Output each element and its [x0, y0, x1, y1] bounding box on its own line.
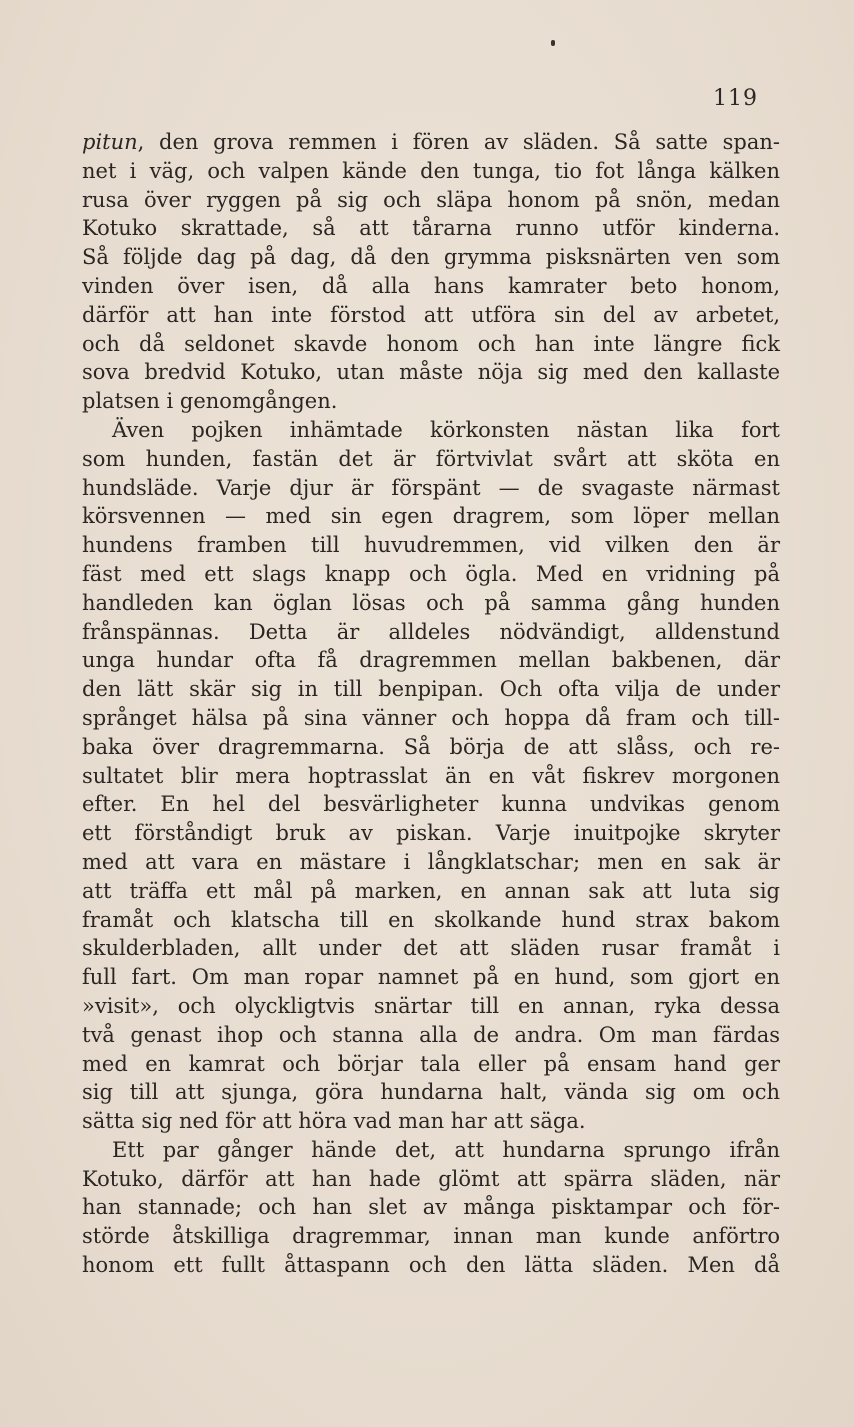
text-line: hundsläde. Varje djur är förspänt — de svagaste närmast: [82, 475, 780, 500]
text-line: sova bredvid Kotuko, utan måste nöja sig med den kallaste: [82, 360, 780, 385]
text-line: körsvennen — med sin egen dragrem, som löper mellan: [82, 504, 780, 529]
text-line: störde åtskilliga dragremmar, innan man kunde anförtro: [82, 1224, 780, 1249]
text-line: unga hundar ofta få dragremmen mellan bakbenen, där: [82, 648, 780, 673]
ink-speck: [551, 40, 555, 46]
text-line: platsen i genomgången.: [82, 389, 338, 414]
text-line: att träffa ett mål på marken, en annan sak att luta sig: [82, 878, 780, 903]
text-line: därför att han inte förstod att utföra sin del av arbetet,: [82, 302, 780, 327]
text-line: sultatet blir mera hoptrasslat än en våt fiskrev morgonen: [82, 763, 780, 788]
text-line: net i väg, och valpen kände den tunga, tio fot långa kälken: [82, 158, 780, 183]
text-line: framåt och klatscha till en skolkande hund strax bakom: [82, 907, 780, 932]
text-line: full fart. Om man ropar namnet på en hund, som gjort en: [82, 965, 780, 990]
text-line: och då seldonet skavde honom och han inte längre fick: [82, 331, 780, 356]
text-line: handleden kan öglan lösas och på samma gång hunden: [82, 590, 780, 615]
text-line: sätta sig ned för att höra vad man har att säga.: [82, 1109, 586, 1134]
italic-word: pitun: [82, 130, 138, 154]
text-line: Kotuko, därför att han hade glömt att spärra släden, när: [82, 1166, 780, 1191]
text-line: skulderbladen, allt under det att släden rusar framåt i: [82, 936, 780, 961]
text-line-rest: , den grova remmen i fören av släden. Så satte span-: [137, 130, 780, 154]
text-line: med en kamrat och börjar tala eller på ensam hand ger: [82, 1051, 780, 1076]
text-line: »visit», och olyckligtvis snärtar till en annan, ryka dessa: [82, 993, 780, 1018]
text-line: den lätt skär sig in till benpipan. Och ofta vilja de under: [82, 677, 780, 702]
body-text: [82, 128, 780, 1280]
text-line: baka över dragremmarna. Så börja de att slåss, och re-: [82, 734, 780, 759]
text-line: rusa över ryggen på sig och släpa honom på snön, medan: [82, 187, 780, 212]
text-line: han stannade; och han slet av många pisktampar och för-: [82, 1195, 780, 1220]
text-line: vinden över isen, då alla hans kamrater beto honom,: [82, 273, 780, 298]
text-line: ett förståndigt bruk av piskan. Varje inuitpojke skryter: [82, 821, 780, 846]
page-number: 119: [713, 86, 758, 111]
text-line: två genast ihop och stanna alla de andra. Om man färdas: [82, 1022, 780, 1047]
text-line: Så följde dag på dag, då den grymma pisksnärten ven som: [82, 245, 780, 270]
text-line: som hunden, fastän det är förtvivlat svårt att sköta en: [82, 446, 780, 471]
text-line: Ett par gånger hände det, att hundarna sprungo ifrån: [112, 1137, 780, 1162]
text-line: Även pojken inhämtade körkonsten nästan lika fort: [112, 417, 780, 442]
text-line: fäst med ett slags knapp och ögla. Med en vridning på: [82, 561, 780, 586]
text-line: Kotuko skrattade, så att tårarna runno utför kinderna.: [82, 216, 780, 241]
text-line: honom ett fullt åttaspann och den lätta släden. Men då: [82, 1253, 780, 1278]
text-line: frånspännas. Detta är alldeles nödvändigt, alldenstund: [82, 619, 780, 644]
text-line: med att vara en mästare i långklatschar; men en sak är: [82, 849, 780, 874]
text-line: [82, 128, 780, 157]
text-line: efter. En hel del besvärligheter kunna undvikas genom: [82, 792, 780, 817]
text-line: hundens framben till huvudremmen, vid vilken den är: [82, 533, 780, 558]
text-line: språnget hälsa på sina vänner och hoppa då fram och till-: [82, 705, 780, 730]
text-line: sig till att sjunga, göra hundarna halt, vända sig om och: [82, 1080, 780, 1105]
